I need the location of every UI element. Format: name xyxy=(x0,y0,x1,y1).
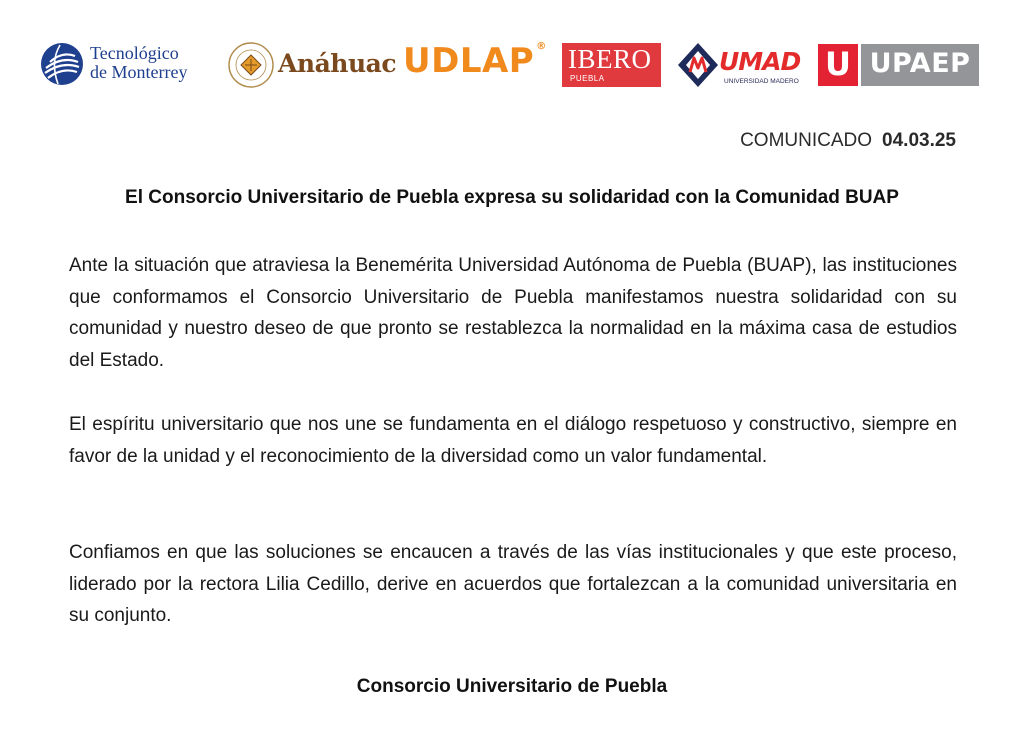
udlap-logo xyxy=(403,41,547,81)
upaep-wordmark: UPAEP xyxy=(869,48,971,79)
tec-line-1: Tecnológico xyxy=(90,43,179,63)
paragraph-1: Ante la situación que atraviesa la Benemérita Universidad Autónoma de Puebla (BUAP), las instituciones que conformamos el Consorcio Universitario de Puebla manifestamos nuestra solidaridad con su comunidad y nuestro deseo de que pronto se restablezca la normalidad en la máxima casa de estudios del Estado. xyxy=(69,255,957,371)
tec-line-2: de Monterrey xyxy=(90,62,188,82)
ibero-subtitle: PUEBLA xyxy=(570,74,605,83)
logo-bar xyxy=(0,0,1024,100)
ibero-wordmark: IBERO xyxy=(568,44,652,74)
communique-date: 04.03.25 xyxy=(882,130,956,151)
anahuac-seal-icon xyxy=(227,40,275,90)
communique-label: COMUNICADO xyxy=(740,130,873,151)
ibero-logo xyxy=(562,43,661,87)
signature: Consorcio Universitario de Puebla xyxy=(356,676,668,697)
tec-wordmark xyxy=(90,44,230,82)
umad-logo xyxy=(676,41,804,89)
anahuac-wordmark: Anáhuac xyxy=(278,49,397,78)
paragraph-3: Confiamos en que las soluciones se encaucen a través de las vías institucionales y que este proceso, liderado por la rectora Lilia Cedillo, derive en acuerdos que fortalezcan a la comunidad universitaria en su conjunto. xyxy=(69,542,957,626)
registered-mark: ® xyxy=(536,41,547,52)
upaep-u-mark xyxy=(818,44,858,86)
paragraph-2: El espíritu universitario que nos une se fundamenta en el diálogo respetuoso y constructivo, siempre en favor de la unidad y el reconocimiento de la diversidad como un valor fundamental. xyxy=(69,414,957,467)
umad-subtitle: UNIVERSIDAD MADERO xyxy=(724,78,799,85)
udlap-wordmark: UDLAP xyxy=(403,41,535,81)
umad-diamond-icon xyxy=(676,41,720,89)
communique-header xyxy=(740,130,956,152)
tec-globe-icon xyxy=(40,42,84,86)
headline: El Consorcio Universitario de Puebla expresa su solidaridad con la Comunidad BUAP xyxy=(125,187,899,208)
upaep-initial: U xyxy=(825,45,851,83)
umad-wordmark: UMAD xyxy=(719,47,801,76)
upaep-name-box xyxy=(861,44,979,86)
upaep-logo xyxy=(818,44,979,86)
